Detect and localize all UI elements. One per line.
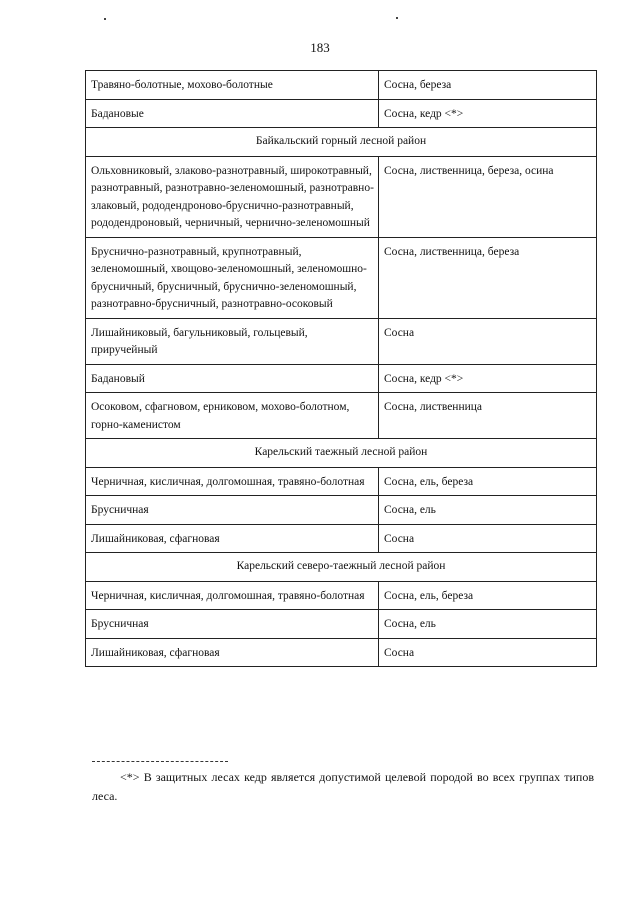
- species-cell: Сосна, лиственница: [379, 393, 597, 439]
- table-row: [86, 467, 597, 496]
- scan-speck: [104, 18, 106, 20]
- species-cell: Сосна, кедр <*>: [379, 99, 597, 128]
- scan-speck: [396, 17, 398, 19]
- table-row: [86, 156, 597, 237]
- table-row: [86, 581, 597, 610]
- forest-type-cell: Бруснично-разнотравный, крупнотравный, зеленомошный, хвощово-зеленомошный, зеленомошно-брусничный, брусничный, бруснично-зеленомошный, разнотравно-брусничный, разнотравно-осоковый: [86, 237, 379, 318]
- forest-type-cell: Лишайниковый, багульниковый, гольцевый, приручейный: [86, 318, 379, 364]
- species-cell: Сосна: [379, 638, 597, 667]
- table-row: [86, 364, 597, 393]
- species-cell: Сосна, лиственница, береза, осина: [379, 156, 597, 237]
- section-header-row: [86, 553, 597, 582]
- forest-type-cell: Лишайниковая, сфагновая: [86, 524, 379, 553]
- species-cell: Сосна, береза: [379, 71, 597, 100]
- table-row: [86, 393, 597, 439]
- forest-type-cell: Черничная, кисличная, долгомошная, травяно-болотная: [86, 467, 379, 496]
- species-cell: Сосна, ель, береза: [379, 467, 597, 496]
- footnote: <*> В защитных лесах кедр является допустимой целевой породой во всех группах типов леса.: [92, 770, 594, 803]
- table-row: [86, 524, 597, 553]
- forest-type-cell: Травяно-болотные, мохово-болотные: [86, 71, 379, 100]
- section-header-row: [86, 128, 597, 157]
- forest-type-cell: Бадановые: [86, 99, 379, 128]
- species-cell: Сосна, кедр <*>: [379, 364, 597, 393]
- species-cell: Сосна: [379, 524, 597, 553]
- forest-type-cell: Черничная, кисличная, долгомошная, травяно-болотная: [86, 581, 379, 610]
- table-row: [86, 318, 597, 364]
- section-title: Байкальский горный лесной район: [86, 128, 597, 157]
- forest-type-cell: Бадановый: [86, 364, 379, 393]
- forest-type-cell: Брусничная: [86, 496, 379, 525]
- table-row: [86, 99, 597, 128]
- forest-type-cell: Брусничная: [86, 610, 379, 639]
- table-row: [86, 496, 597, 525]
- species-table: [85, 70, 597, 667]
- species-cell: Сосна: [379, 318, 597, 364]
- table-row: [86, 237, 597, 318]
- page-number: 183: [310, 40, 330, 55]
- footnote-separator: [92, 761, 228, 762]
- table-row: [86, 610, 597, 639]
- section-title: Карельский северо-таежный лесной район: [86, 553, 597, 582]
- section-title: Карельский таежный лесной район: [86, 439, 597, 468]
- species-cell: Сосна, ель: [379, 610, 597, 639]
- table-row: [86, 638, 597, 667]
- forest-type-cell: Осоковом, сфагновом, ерниковом, мохово-болотном, горно-каменистом: [86, 393, 379, 439]
- section-header-row: [86, 439, 597, 468]
- species-cell: Сосна, ель: [379, 496, 597, 525]
- forest-type-cell: Лишайниковая, сфагновая: [86, 638, 379, 667]
- species-cell: Сосна, ель, береза: [379, 581, 597, 610]
- forest-type-cell: Ольховниковый, злаково-разнотравный, широкотравный, разнотравный, разнотравно-зеленомошный, разнотравно-злаковый, рододендроново-бруснично-разнотравный, рододендроновый, черничный, чернично-зеленомошный: [86, 156, 379, 237]
- species-cell: Сосна, лиственница, береза: [379, 237, 597, 318]
- table-row: [86, 71, 597, 100]
